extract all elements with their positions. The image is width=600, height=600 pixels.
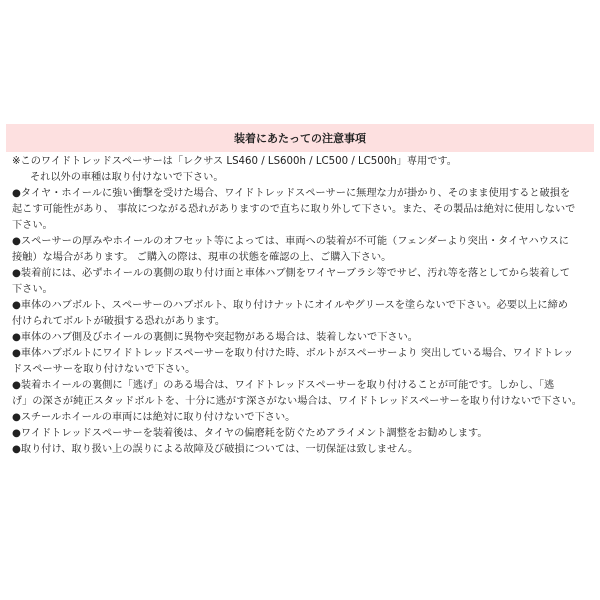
notice-line: ●装着前には、必ずホイールの裏側の取り付け面と車体ハブ側をワイヤーブラシ等でサビ、汚れ等を落としてから装着して — [12, 268, 570, 279]
notice-section — [6, 124, 594, 458]
notice-line: 下さい。 — [12, 220, 53, 231]
notice-line: 接触）な場合があります。 ご購入の際は、現車の状態を確認の上、ご購入下さい。 — [12, 252, 392, 263]
notice-line: げ」の深さが純正スタッドボルトを、十分に逃がす深さがない場合は、ワイドトレッドスペーサーを取り付けないで下さい。 — [12, 396, 582, 407]
notice-header — [6, 124, 594, 152]
notice-line: 付けられてボルトが破損する恐れがあります。 — [12, 316, 226, 327]
notice-line: ドスペーサーを取り付けないで下さい。 — [12, 364, 196, 375]
notice-line: ●スチールホイールの車両には絶対に取り付けないで下さい。 — [12, 412, 296, 423]
notice-line: ●装着ホイールの裏側に「逃げ」のある場合は、ワイドトレッドスペーサーを取り付けることが可能です。しかし、「逃 — [12, 380, 555, 391]
notice-line: ●ワイドトレッドスペーサーを装着後は、タイヤの偏磨耗を防ぐためアライメント調整をお勧めします。 — [12, 428, 488, 439]
notice-lines — [6, 154, 594, 458]
notice-line: ●取り付け、取り扱い上の誤りによる故障及び破損については、一切保証は致しません。 — [12, 444, 419, 455]
notice-line: 下さい。 — [12, 284, 53, 295]
notice-line: ●車体ハブボルトにワイドトレッドスペーサーを取り付けた時、ボルトがスペーサーより 突出している場合、ワイドトレッ — [12, 348, 574, 359]
notice-title: 装着にあたっての注意事項 — [234, 132, 366, 145]
notice-line: ●車体のハブ側及びホイールの裏側に異物や突起物がある場合は、装着しないで下さい。 — [12, 332, 418, 343]
notice-line: ※このワイドトレッドスペーサーは「レクサス LS460 / LS600h / LC500 / LC500h」専用です。 — [12, 156, 457, 167]
notice-line: 起こす可能性があり、 事故につながる恐れがありますので直ちに取り外して下さい。また、その製品は絶対に使用しないで — [12, 204, 576, 215]
notice-line: ●タイヤ・ホイールに強い衝撃を受けた場合、ワイドトレッドスペーサーに無理な力が掛かり、そのまま使用すると破損を — [12, 188, 571, 199]
notice-line: ●車体のハブボルト、スペーサーのハブボルト、取り付けナットにオイルやグリースを塗らないで下さい。必要以上に締め — [12, 300, 568, 311]
notice-line: それ以外の車種は取り付けないで下さい。 — [30, 172, 224, 183]
notice-line: ●スペーサーの厚みやホイールのオフセット等によっては、車両への装着が不可能（フェンダーより突出・タイヤハウスに — [12, 236, 569, 247]
